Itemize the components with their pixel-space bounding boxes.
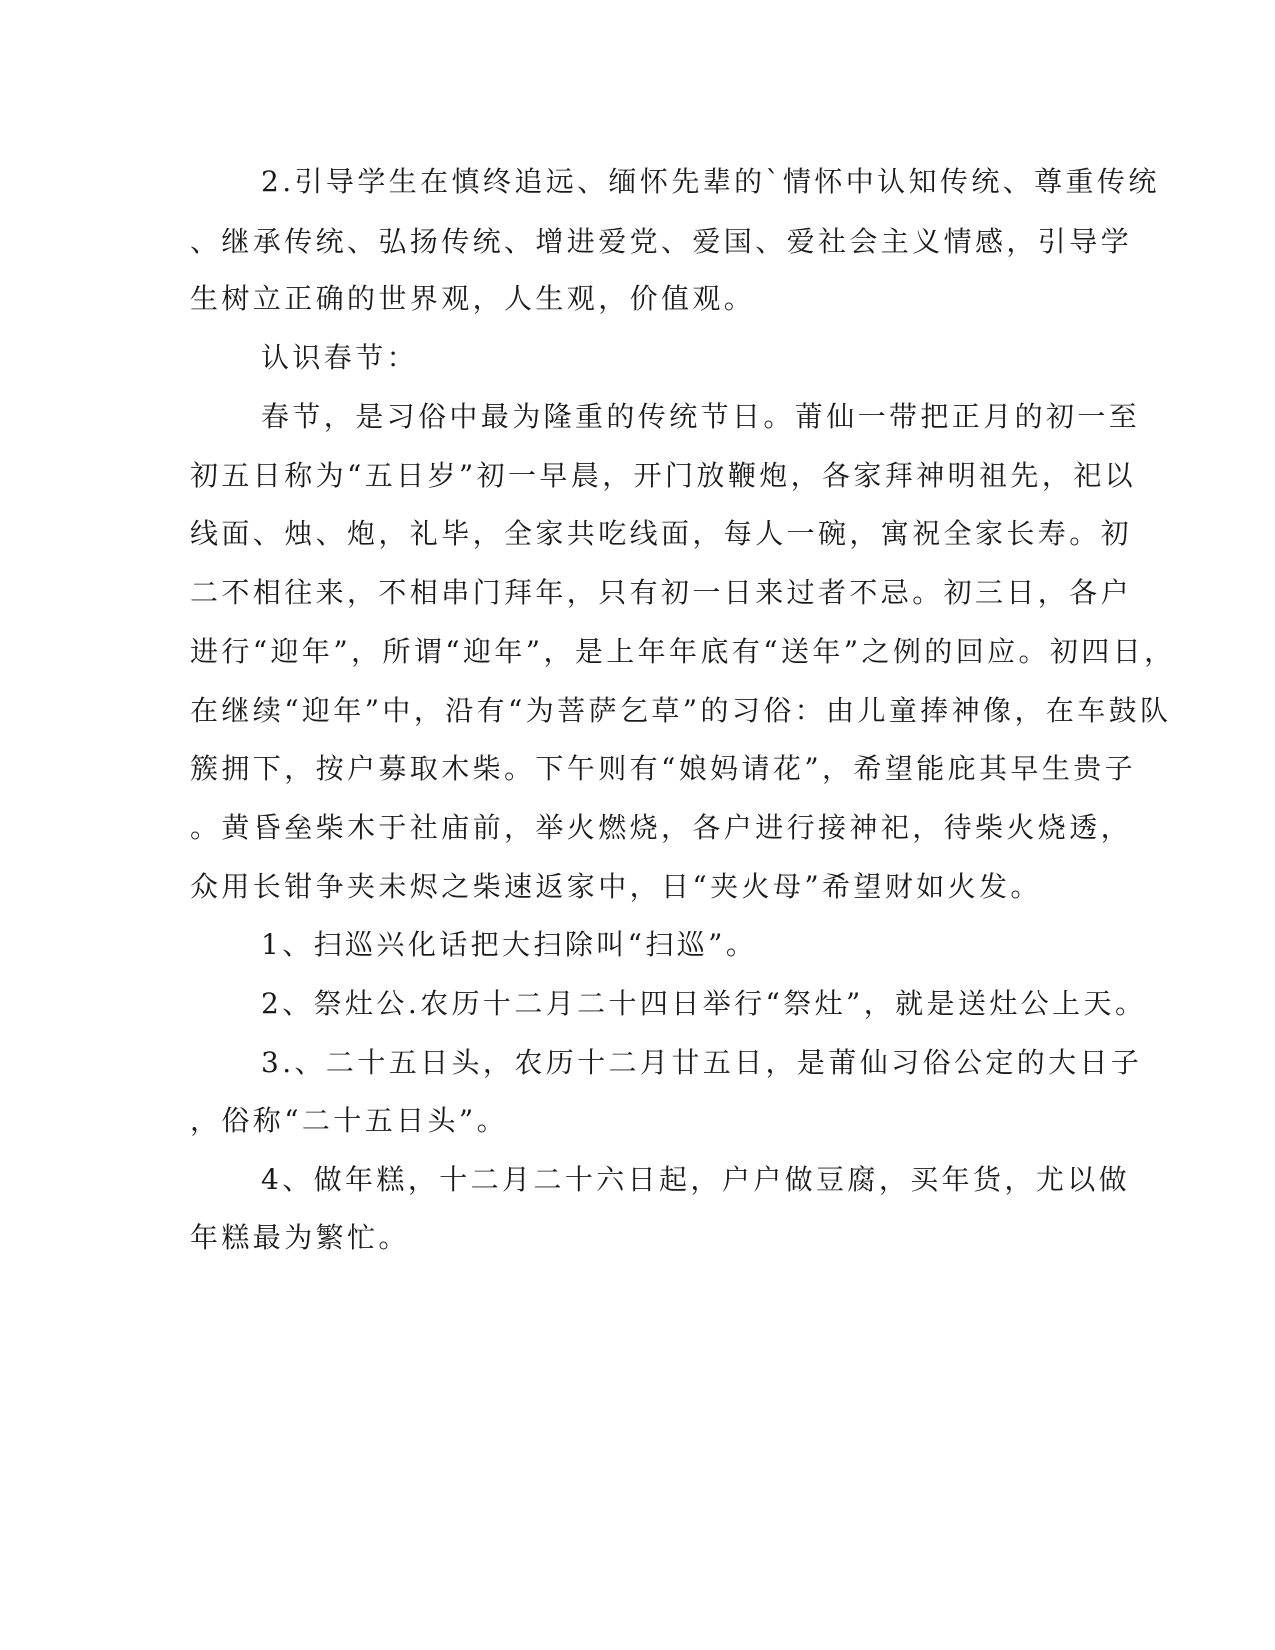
paragraph-2-line-3: 线面、烛、炮，礼毕，全家共吃线面，每人一碗，寓祝全家长寿。初 bbox=[190, 517, 1133, 550]
list-item-4-line-1: 4、做年糕，十二月二十六日起，户户做豆腐，买年货，尤以做 bbox=[261, 1163, 1131, 1196]
paragraph-1-line-1: 2.引导学生在慎终追远、缅怀先辈的`情怀中认知传统、尊重传统 bbox=[261, 165, 1160, 198]
section-heading: 认识春节： bbox=[261, 341, 419, 374]
paragraph-2-line-9: 众用长钳争夹未烬之柴速返家中，日“夹火母”希望财如火发。 bbox=[190, 870, 1042, 903]
paragraph-2-line-1: 春节，是习俗中最为隆重的传统节日。莆仙一带把正月的初一至 bbox=[261, 400, 1141, 433]
list-item-1: 1、扫巡兴化话把大扫除叫“扫巡”。 bbox=[261, 928, 758, 961]
list-item-2: 2、祭灶公.农历十二月二十四日举行“祭灶”，就是送灶公上天。 bbox=[261, 987, 1147, 1020]
paragraph-2-line-4: 二不相往来，不相串门拜年，只有初一日来过者不忌。初三日，各户 bbox=[190, 576, 1133, 609]
list-item-3-line-2: ，俗称“二十五日头”。 bbox=[190, 1104, 509, 1137]
list-item-4-line-2: 年糕最为繁忙。 bbox=[190, 1221, 410, 1254]
paragraph-2-line-8: 。黄昏垒柴木于社庙前，举火燃烧，各户进行接神祀，待柴火烧透， bbox=[190, 811, 1133, 844]
paragraph-2-line-6: 在继续“迎年”中，沿有“为菩萨乞草”的习俗：由儿童捧神像，在车鼓队 bbox=[190, 694, 1172, 727]
paragraph-1-line-2: 、继承传统、弘扬传统、增进爱党、爱国、爱社会主义情感，引导学 bbox=[190, 225, 1133, 258]
paragraph-2-line-2: 初五日称为“五日岁”初一早晨，开门放鞭炮，各家拜神明祖先，祀以 bbox=[190, 459, 1137, 492]
paragraph-2-line-7: 簇拥下，按户募取木柴。下午则有“娘妈请花”，希望能庇其早生贵子 bbox=[190, 752, 1137, 785]
list-item-3-line-1: 3.、二十五日头，农历十二月廿五日，是莆仙习俗公定的大日子 bbox=[261, 1046, 1143, 1079]
paragraph-1-line-3: 生树立正确的世界观，人生观，价值观。 bbox=[190, 282, 756, 315]
paragraph-2-line-5: 进行“迎年”，所谓“迎年”，是上年年底有“送年”之例的回应。初四日， bbox=[190, 635, 1176, 668]
